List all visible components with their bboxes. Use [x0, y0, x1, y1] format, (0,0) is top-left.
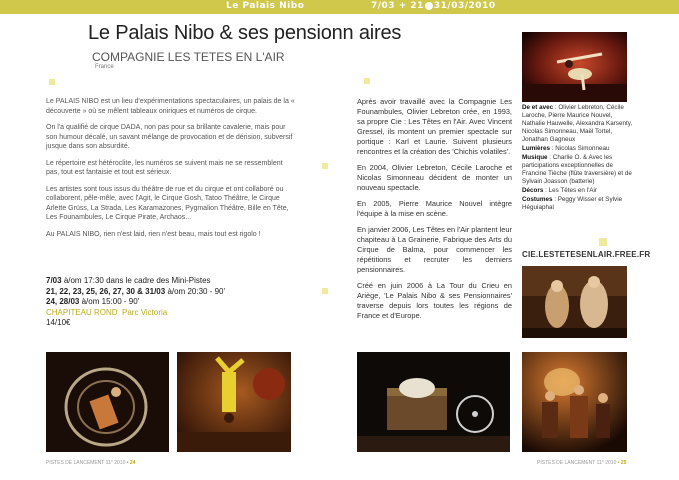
credit-text: : Les Têtes en l'Air	[543, 187, 597, 194]
credit-label: De et avec	[522, 104, 554, 111]
schedule-text-3: à/om 15:00 - 90'	[81, 297, 140, 306]
schedule-date-3: 24, 28/03	[46, 297, 80, 306]
middle-paragraph: En 2004, Olivier Lebreton, Cécile Laroche et Nicolas Simonneau décident de monter un nouveau spectacle.	[357, 163, 512, 192]
price: 14/10€	[46, 318, 71, 327]
credits-block	[522, 104, 634, 213]
website-link[interactable]: CIE.LESTETESENLAIR.FREE.FR	[522, 250, 651, 259]
footer-left-text: PISTES DE LANCEMENT 11° 2010	[46, 460, 126, 466]
photo-trunk-scene	[357, 352, 510, 452]
schedule-block	[46, 276, 225, 329]
photo-aerial-hoop	[46, 352, 169, 452]
country-label: France	[95, 64, 114, 70]
credit-entry	[522, 145, 634, 153]
page-number-right: • 25	[617, 460, 627, 466]
venue-name: CHAPITEAU ROND	[46, 307, 118, 317]
photo-group-scene	[522, 352, 627, 452]
photo-acrobat-balance	[522, 32, 627, 102]
credit-label: Décors	[522, 187, 544, 194]
credit-label: Costumes	[522, 196, 553, 203]
decor-square	[322, 163, 328, 169]
credit-entry	[522, 187, 634, 195]
middle-paragraph: Créé en juin 2006 à La Tour du Crieu en Ariège, 'Le Palais Nibo & ses Pensionnaires' traverse depuis lors toutes les régions de France et d'Europe.	[357, 281, 512, 320]
credit-text: : Olivier Lebreton, Cécile Laroche, Pierre Maurice Nouvel, Nathalie Hauwelle, Alexandra Karsenty, Nicolas Simonneau, Maël Tortel, Jonathan Gagneux	[522, 104, 633, 143]
left-paragraph: On l'a qualifié de cirque DADA, non pas pour sa brillante cavalerie, mais pour son humour décalé, un savant mélange de provocation et de dérision, subversif jusque dans son absurdité.	[46, 124, 293, 150]
credit-text: : Nicolas Simonneau	[550, 145, 610, 152]
credit-entry	[522, 104, 634, 144]
header-dates	[371, 1, 496, 11]
url-marker-icon	[599, 238, 607, 246]
schedule-date-2: 21, 22, 23, 25, 26, 27, 30 & 31/03	[46, 286, 166, 296]
date-separator-icon	[425, 2, 433, 10]
credit-entry	[522, 154, 634, 186]
middle-paragraph: En 2005, Pierre Maurice Nouvel intègre l'équipe à la mise en scène.	[357, 199, 512, 218]
left-text-column	[46, 97, 296, 246]
decor-square	[322, 288, 328, 294]
page-title: Le Palais Nibo & ses pensionn aires	[88, 22, 402, 44]
header-title: Le Palais Nibo	[226, 1, 305, 11]
decor-square	[49, 79, 55, 85]
header-date-end: 31/03/2010	[433, 1, 496, 11]
footer-left	[46, 460, 135, 466]
credit-entry	[522, 196, 634, 212]
header-band	[0, 0, 679, 14]
middle-paragraph: Après avoir travaillé avec la Compagnie Les Founambules, Olivier Lebreton crée, en 1993, sa propre Cie : Les Têtes en l'Air. Avec Vincent Gressel, ils montent un premier spectacle sur portique : Karl et Laurie. Suivent plusieurs rencontres et la création des 'Chichis volatiles'.	[357, 97, 512, 156]
middle-paragraph: En janvier 2006, Les Têtes en l'Air plantent leur chapiteau à La Grainerie, Fabrique des Arts du Cirque de Balma, pour commencer les répétitions et recruter les derniers pensionnaires.	[357, 225, 512, 274]
page-number-left: • 24	[126, 460, 136, 466]
schedule-date-1: 7/03	[46, 276, 62, 285]
footer-right-text: PISTES DE LANCEMENT 11° 2010	[537, 460, 617, 466]
company-name: COMPAGNIE LES TETES EN L'AIR	[92, 50, 285, 64]
credit-text: : Charlie O. & Avec les participations exceptionnelles de Francine Tièche (flûte traversière) et de Sylvain Joasson (batterie)	[522, 154, 632, 185]
footer-right	[537, 460, 626, 466]
photo-two-performers	[522, 266, 627, 338]
left-paragraph: Le PALAIS NIBO est un lieu d'expérimentations spectaculaires, un palais de la « découverte » où se mêlent tableaux oniriques et numéros de cirque.	[46, 98, 295, 115]
left-paragraph: Au PALAIS NIBO, rien n'est laid, rien n'est beau, mais tout est rigolo !	[46, 230, 261, 238]
header-date-start: 7/03 + 21	[371, 1, 424, 11]
schedule-text-1: à/om 17:30 dans le cadre des Mini-Pistes	[63, 276, 211, 285]
schedule-text-2: à/om 20:30 - 90'	[167, 286, 225, 296]
credit-label: Lumières	[522, 145, 550, 152]
middle-text-column	[357, 97, 512, 327]
left-paragraph: Le répertoire est hétéroclite, les numéros se suivent mais ne se ressemblent pas, tout est fantaisie et tout est sérieux.	[46, 159, 283, 176]
credit-label: Musique	[522, 154, 548, 161]
credit-text: : Peggy Wisser et Sylvie Héguiaphal	[522, 196, 623, 211]
photo-headstand-juggler	[177, 352, 291, 452]
left-paragraph: Les artistes sont tous issus du théâtre de rue et du cirque et ont collaboré ou collaborent, pêle-mêle, avec l'Agit, le Cirque Gosh, Tatoo Théâtre, le Cirque Arlette Grüss, La Strada, Les Karamazones, Pygmalion Théâtre, Bille en Tête, Les Founambules, Le Cirque Pirate, Archaos...	[46, 185, 289, 221]
decor-square	[364, 78, 370, 84]
venue-park: Parc Victoria	[122, 307, 168, 317]
